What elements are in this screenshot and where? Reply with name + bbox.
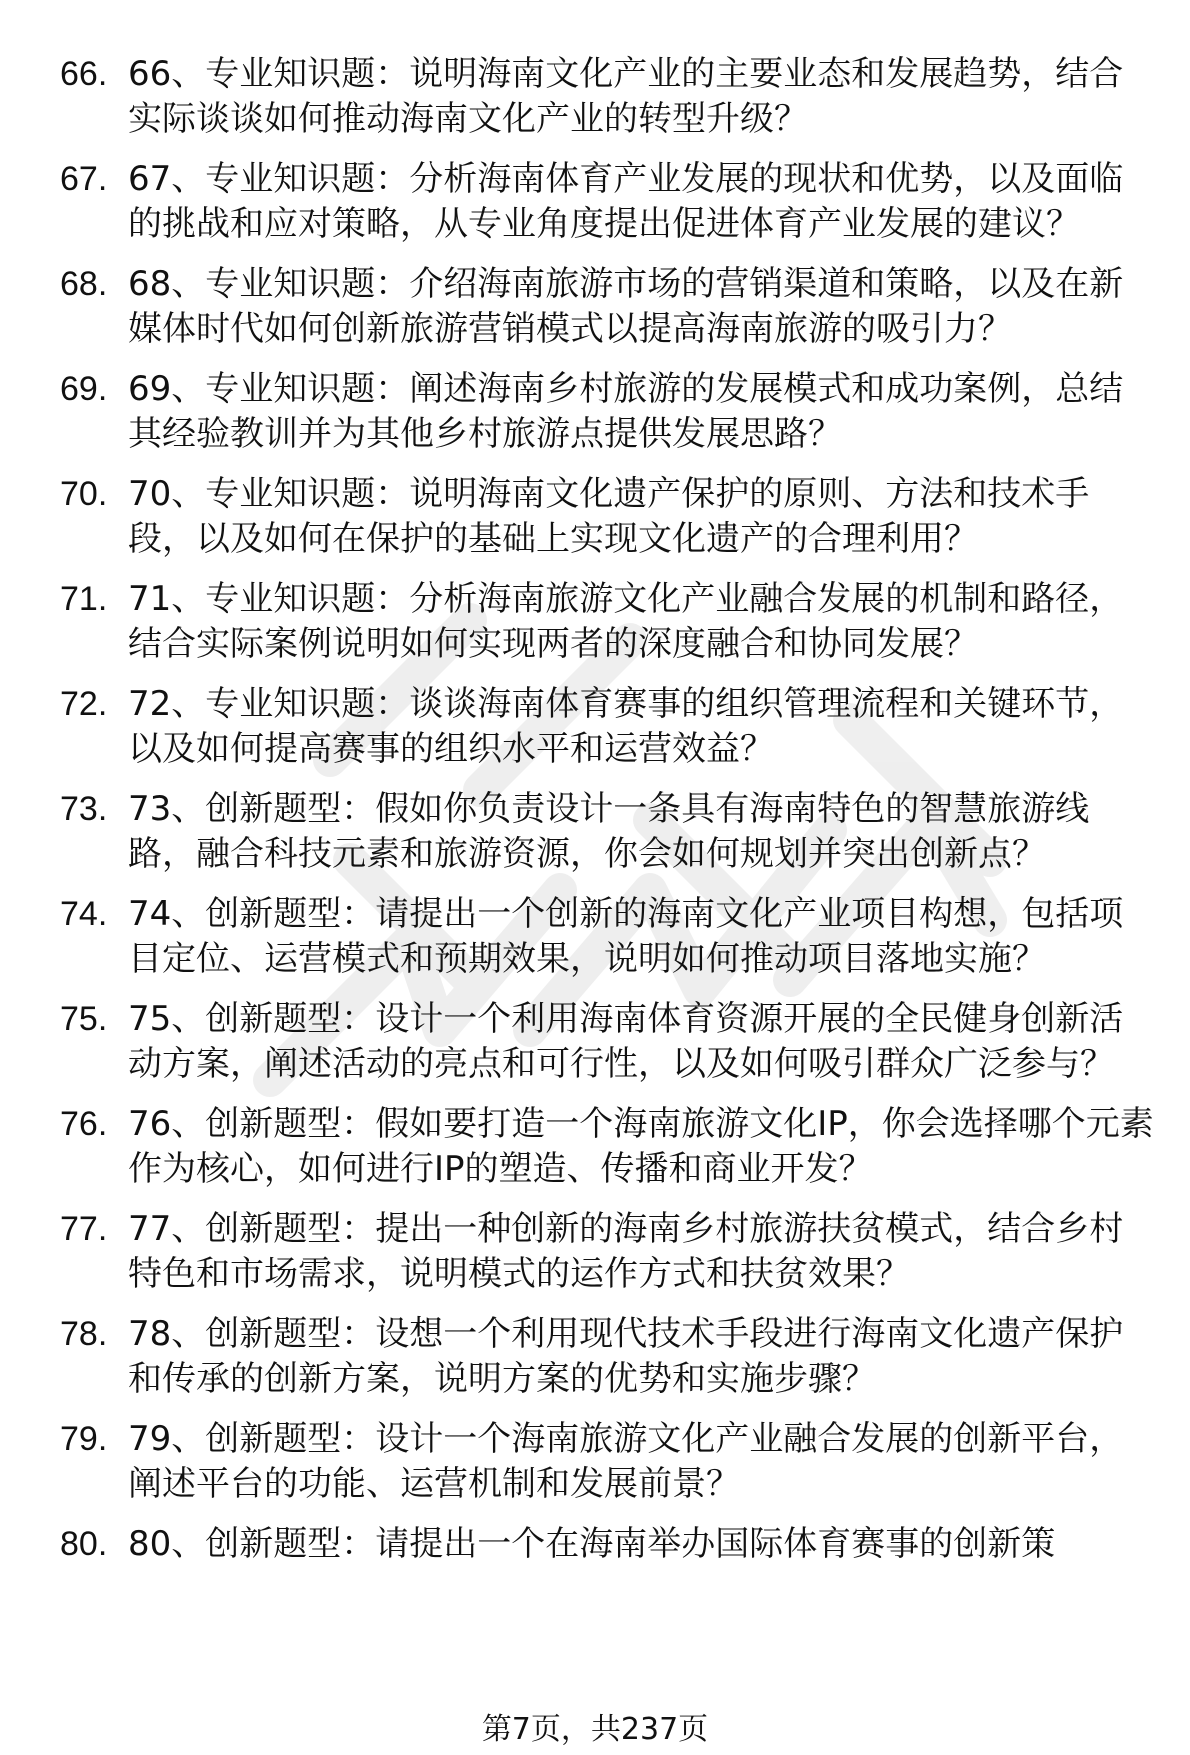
question-item-69: [60, 367, 1155, 457]
question-number: 78.: [60, 1315, 108, 1353]
question-number: 70.: [60, 475, 108, 513]
question-text: 68、专业知识题：介绍海南旅游市场的营销渠道和策略，以及在新媒体时代如何创新旅游营销模式以提高海南旅游的吸引力？: [128, 264, 1124, 349]
question-text: 76、创新题型：假如要打造一个海南旅游文化IP，你会选择哪个元素作为核心，如何进行IP的塑造、传播和商业开发？: [128, 1104, 1154, 1189]
question-text: 80、创新题型：请提出一个在海南举办国际体育赛事的创新策: [128, 1524, 1056, 1564]
question-item-77: [60, 1207, 1155, 1297]
question-number: 73.: [60, 790, 108, 828]
question-text: 75、创新题型：设计一个利用海南体育资源开展的全民健身创新活动方案，阐述活动的亮点和可行性，以及如何吸引群众广泛参与？: [128, 999, 1124, 1084]
question-text: 67、专业知识题：分析海南体育产业发展的现状和优势，以及面临的挑战和应对策略，从专业角度提出促进体育产业发展的建议？: [128, 159, 1124, 244]
question-item-73: [60, 787, 1155, 877]
question-text: 78、创新题型：设想一个利用现代技术手段进行海南文化遗产保护和传承的创新方案，说明方案的优势和实施步骤？: [128, 1314, 1124, 1399]
question-number: 80.: [60, 1525, 108, 1563]
question-number: 66.: [60, 55, 108, 93]
question-item-74: [60, 892, 1155, 982]
question-text: 72、专业知识题：谈谈海南体育赛事的组织管理流程和关键环节，以及如何提高赛事的组织水平和运营效益？: [128, 684, 1124, 769]
question-text: 66、专业知识题：说明海南文化产业的主要业态和发展趋势，结合实际谈谈如何推动海南文化产业的转型升级？: [128, 54, 1124, 139]
question-item-72: [60, 682, 1155, 772]
question-text: 77、创新题型：提出一种创新的海南乡村旅游扶贫模式，结合乡村特色和市场需求，说明模式的运作方式和扶贫效果？: [128, 1209, 1124, 1294]
question-item-76: [60, 1102, 1155, 1192]
question-number: 79.: [60, 1420, 108, 1458]
question-item-75: [60, 997, 1155, 1087]
question-number: 71.: [60, 580, 108, 618]
question-item-71: [60, 577, 1155, 667]
question-item-78: [60, 1312, 1155, 1402]
question-text: 70、专业知识题：说明海南文化遗产保护的原则、方法和技术手段，以及如何在保护的基础上实现文化遗产的合理利用？: [128, 474, 1090, 559]
question-item-68: [60, 262, 1155, 352]
question-text: 69、专业知识题：阐述海南乡村旅游的发展模式和成功案例，总结其经验教训并为其他乡村旅游点提供发展思路？: [128, 369, 1124, 454]
question-number: 69.: [60, 370, 108, 408]
question-item-66: [60, 52, 1155, 142]
question-number: 68.: [60, 265, 108, 303]
question-text: 74、创新题型：请提出一个创新的海南文化产业项目构想，包括项目定位、运营模式和预期效果，说明如何推动项目落地实施？: [128, 894, 1124, 979]
question-text: 79、创新题型：设计一个海南旅游文化产业融合发展的创新平台，阐述平台的功能、运营机制和发展前景？: [128, 1419, 1124, 1504]
question-number: 77.: [60, 1210, 108, 1248]
question-item-70: [60, 472, 1155, 562]
question-list: [60, 52, 1155, 1582]
question-number: 75.: [60, 1000, 108, 1038]
page-footer: [0, 1712, 1190, 1748]
question-item-79: [60, 1417, 1155, 1507]
question-text: 71、专业知识题：分析海南旅游文化产业融合发展的机制和路径，结合实际案例说明如何实现两者的深度融合和协同发展？: [128, 579, 1124, 664]
page-number-label: 第7页，共237页: [481, 1712, 709, 1747]
question-item-67: [60, 157, 1155, 247]
question-number: 74.: [60, 895, 108, 933]
question-text: 73、创新题型：假如你负责设计一条具有海南特色的智慧旅游线路，融合科技元素和旅游资源，你会如何规划并突出创新点？: [128, 789, 1090, 874]
question-number: 72.: [60, 685, 108, 723]
question-item-80: [60, 1522, 1155, 1567]
question-number: 76.: [60, 1105, 108, 1143]
question-number: 67.: [60, 160, 108, 198]
